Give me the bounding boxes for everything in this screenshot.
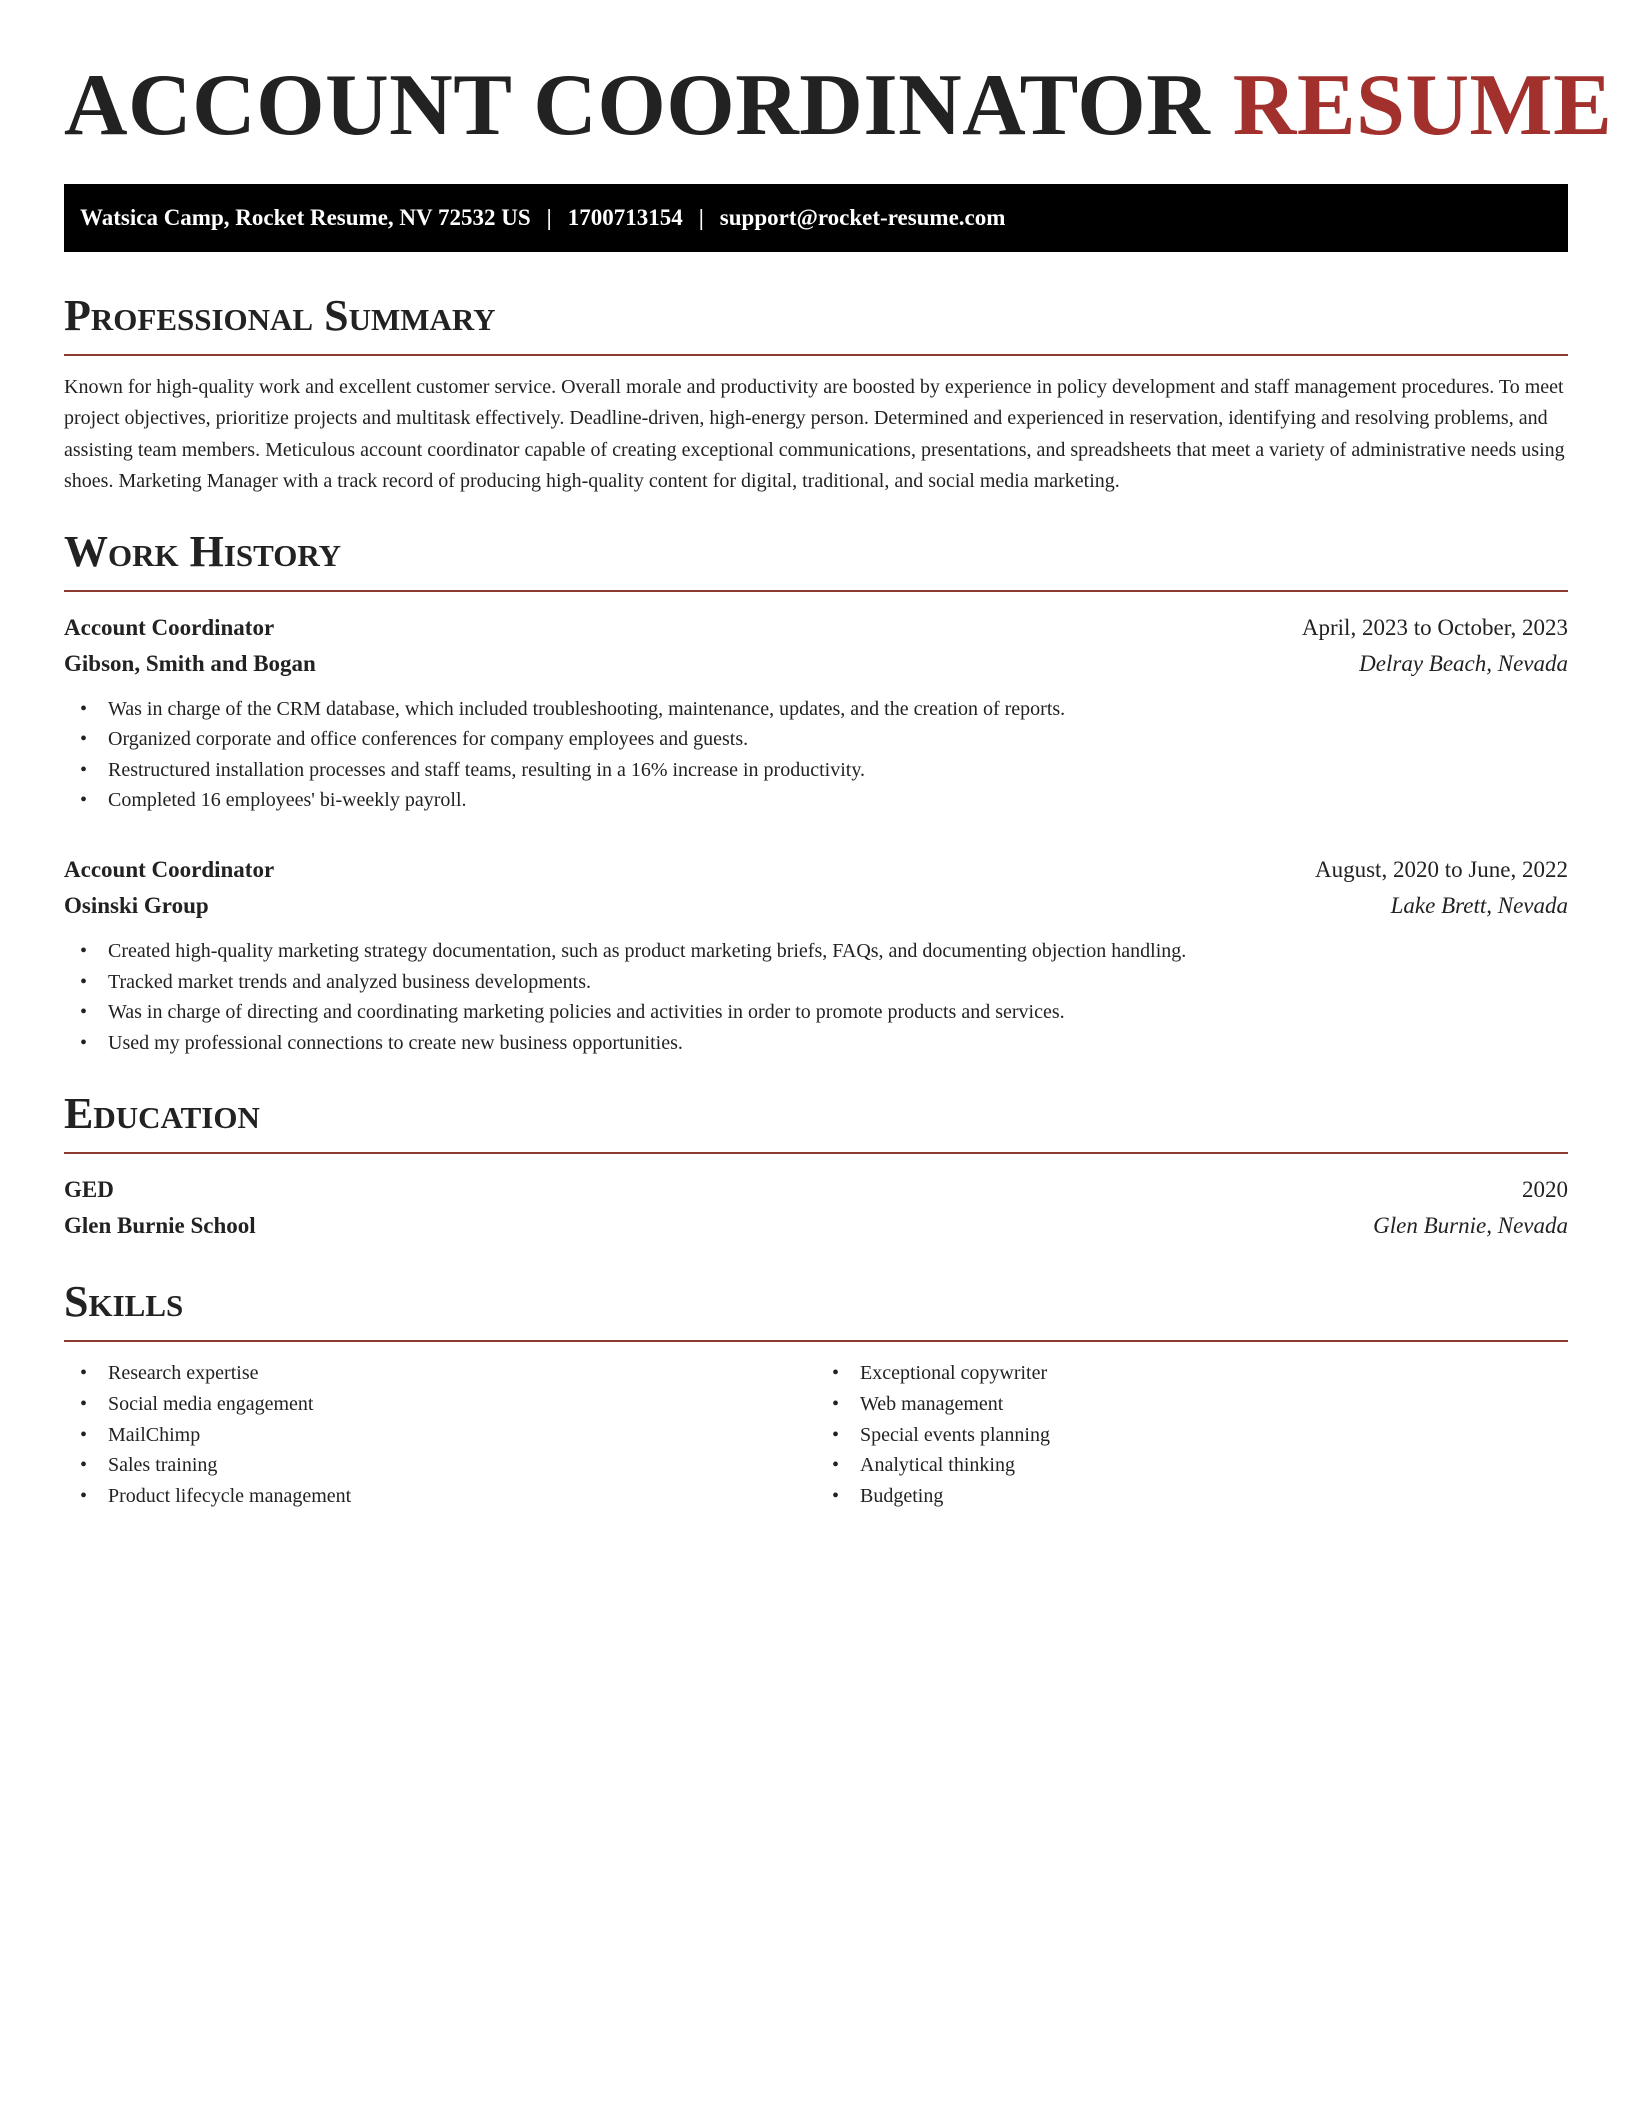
education-degree: GED [64,1177,114,1203]
job-bullet: • Was in charge of the CRM database, which included troubleshooting, maintenance, updates, and the creation of reports. [64,694,1568,725]
contact-bar [64,184,1568,252]
contact-phone: 1700713154 [567,205,683,230]
professional-summary-section [64,290,1568,498]
title-accent: RESUME [1232,57,1613,154]
job-header-row [64,852,1568,888]
education-school-row [64,1208,1568,1244]
section-heading-skills: Skills [64,1277,184,1327]
skill-item: • Exceptional copywriter [816,1358,1568,1389]
skill-item: • Sales training [64,1450,816,1481]
job-bullet: • Created high-quality marketing strategy documentation, such as product marketing briefs, FAQs, and documenting objection handling. [64,936,1568,967]
education-year: 2020 [1522,1177,1568,1203]
job-title: Account Coordinator [64,857,275,882]
summary-text: Known for high-quality work and excellent customer service. Overall morale and productivity are boosted by experience in policy development and staff management procedures. To meet project objectives, prioritize projects and multitask effectively. Deadline-driven, high-energy person. Determined and experienced in reservation, identifying and resolving problems, and assisting team members. Meticulous account coordinator capable of creating exceptional communications, presentations, and spreadsheets that meet a variety of administrative needs using shoes. Marketing Manager with a track record of producing high-quality content for digital, traditional, and social media marketing. [64,376,1565,493]
job-company-row [64,888,1568,924]
job-dates: August, 2020 to June, 2022 [1315,857,1568,882]
skill-item: • Special events planning [816,1420,1568,1451]
skill-item: • MailChimp [64,1420,816,1451]
skill-item: • Web management [816,1389,1568,1420]
education-school: Glen Burnie School [64,1213,256,1239]
resume-title [64,56,1613,156]
section-divider [64,354,1568,356]
job-bullet: • Completed 16 employees' bi-weekly payroll. [64,785,1568,816]
section-divider [64,590,1568,592]
skills-section [64,1276,1568,1511]
education-location: Glen Burnie, Nevada [1373,1213,1568,1239]
job-bullet: • Tracked market trends and analyzed business developments. [64,967,1568,998]
skills-list [64,1358,816,1511]
job-company-row [64,646,1568,682]
job-bullets [64,936,1568,1058]
job-title: Account Coordinator [64,614,275,640]
job-bullet: • Was in charge of directing and coordinating marketing policies and activities in order to promote products and services. [64,997,1568,1028]
section-heading-education: Education [64,1089,260,1139]
skills-columns [64,1358,1568,1511]
section-divider [64,1152,1568,1154]
job-bullets [64,694,1568,816]
contact-email: support@rocket-resume.com [719,205,1006,230]
job-dates: April, 2023 to October, 2023 [1301,614,1568,640]
section-heading-work: Work History [64,526,342,576]
education-header-row [64,1172,1568,1208]
skill-item: • Social media engagement [64,1389,816,1420]
section-divider [64,1340,1568,1342]
contact-separator: | [698,205,704,230]
skills-column-left [64,1358,816,1511]
education-section [64,1088,1568,1244]
job-bullet: • Used my professional connections to create new business opportunities. [64,1028,1568,1059]
skill-item: • Research expertise [64,1358,816,1389]
education-entry [64,1172,1568,1244]
job-header-row [64,610,1568,646]
job-entry [64,852,1568,1058]
title-main: ACCOUNT COORDINATOR [64,57,1211,154]
skill-item: • Analytical thinking [816,1450,1568,1481]
job-location: Lake Brett, Nevada [1390,893,1568,918]
contact-address: Watsica Camp, Rocket Resume, NV 72532 US [80,205,531,230]
contact-separator: | [546,205,552,230]
job-location: Delray Beach, Nevada [1359,650,1568,676]
job-entry [64,610,1568,816]
job-bullet: • Restructured installation processes and staff teams, resulting in a 16% increase in productivity. [64,755,1568,786]
skill-item: • Budgeting [816,1481,1568,1512]
job-company: Osinski Group [64,893,209,918]
work-history-section [64,526,1568,1059]
skills-column-right [816,1358,1568,1511]
job-company: Gibson, Smith and Bogan [64,650,316,676]
job-bullet: • Organized corporate and office conferences for company employees and guests. [64,724,1568,755]
skills-list [816,1358,1568,1511]
skill-item: • Product lifecycle management [64,1481,816,1512]
section-heading-summary: Professional Summary [64,291,496,340]
